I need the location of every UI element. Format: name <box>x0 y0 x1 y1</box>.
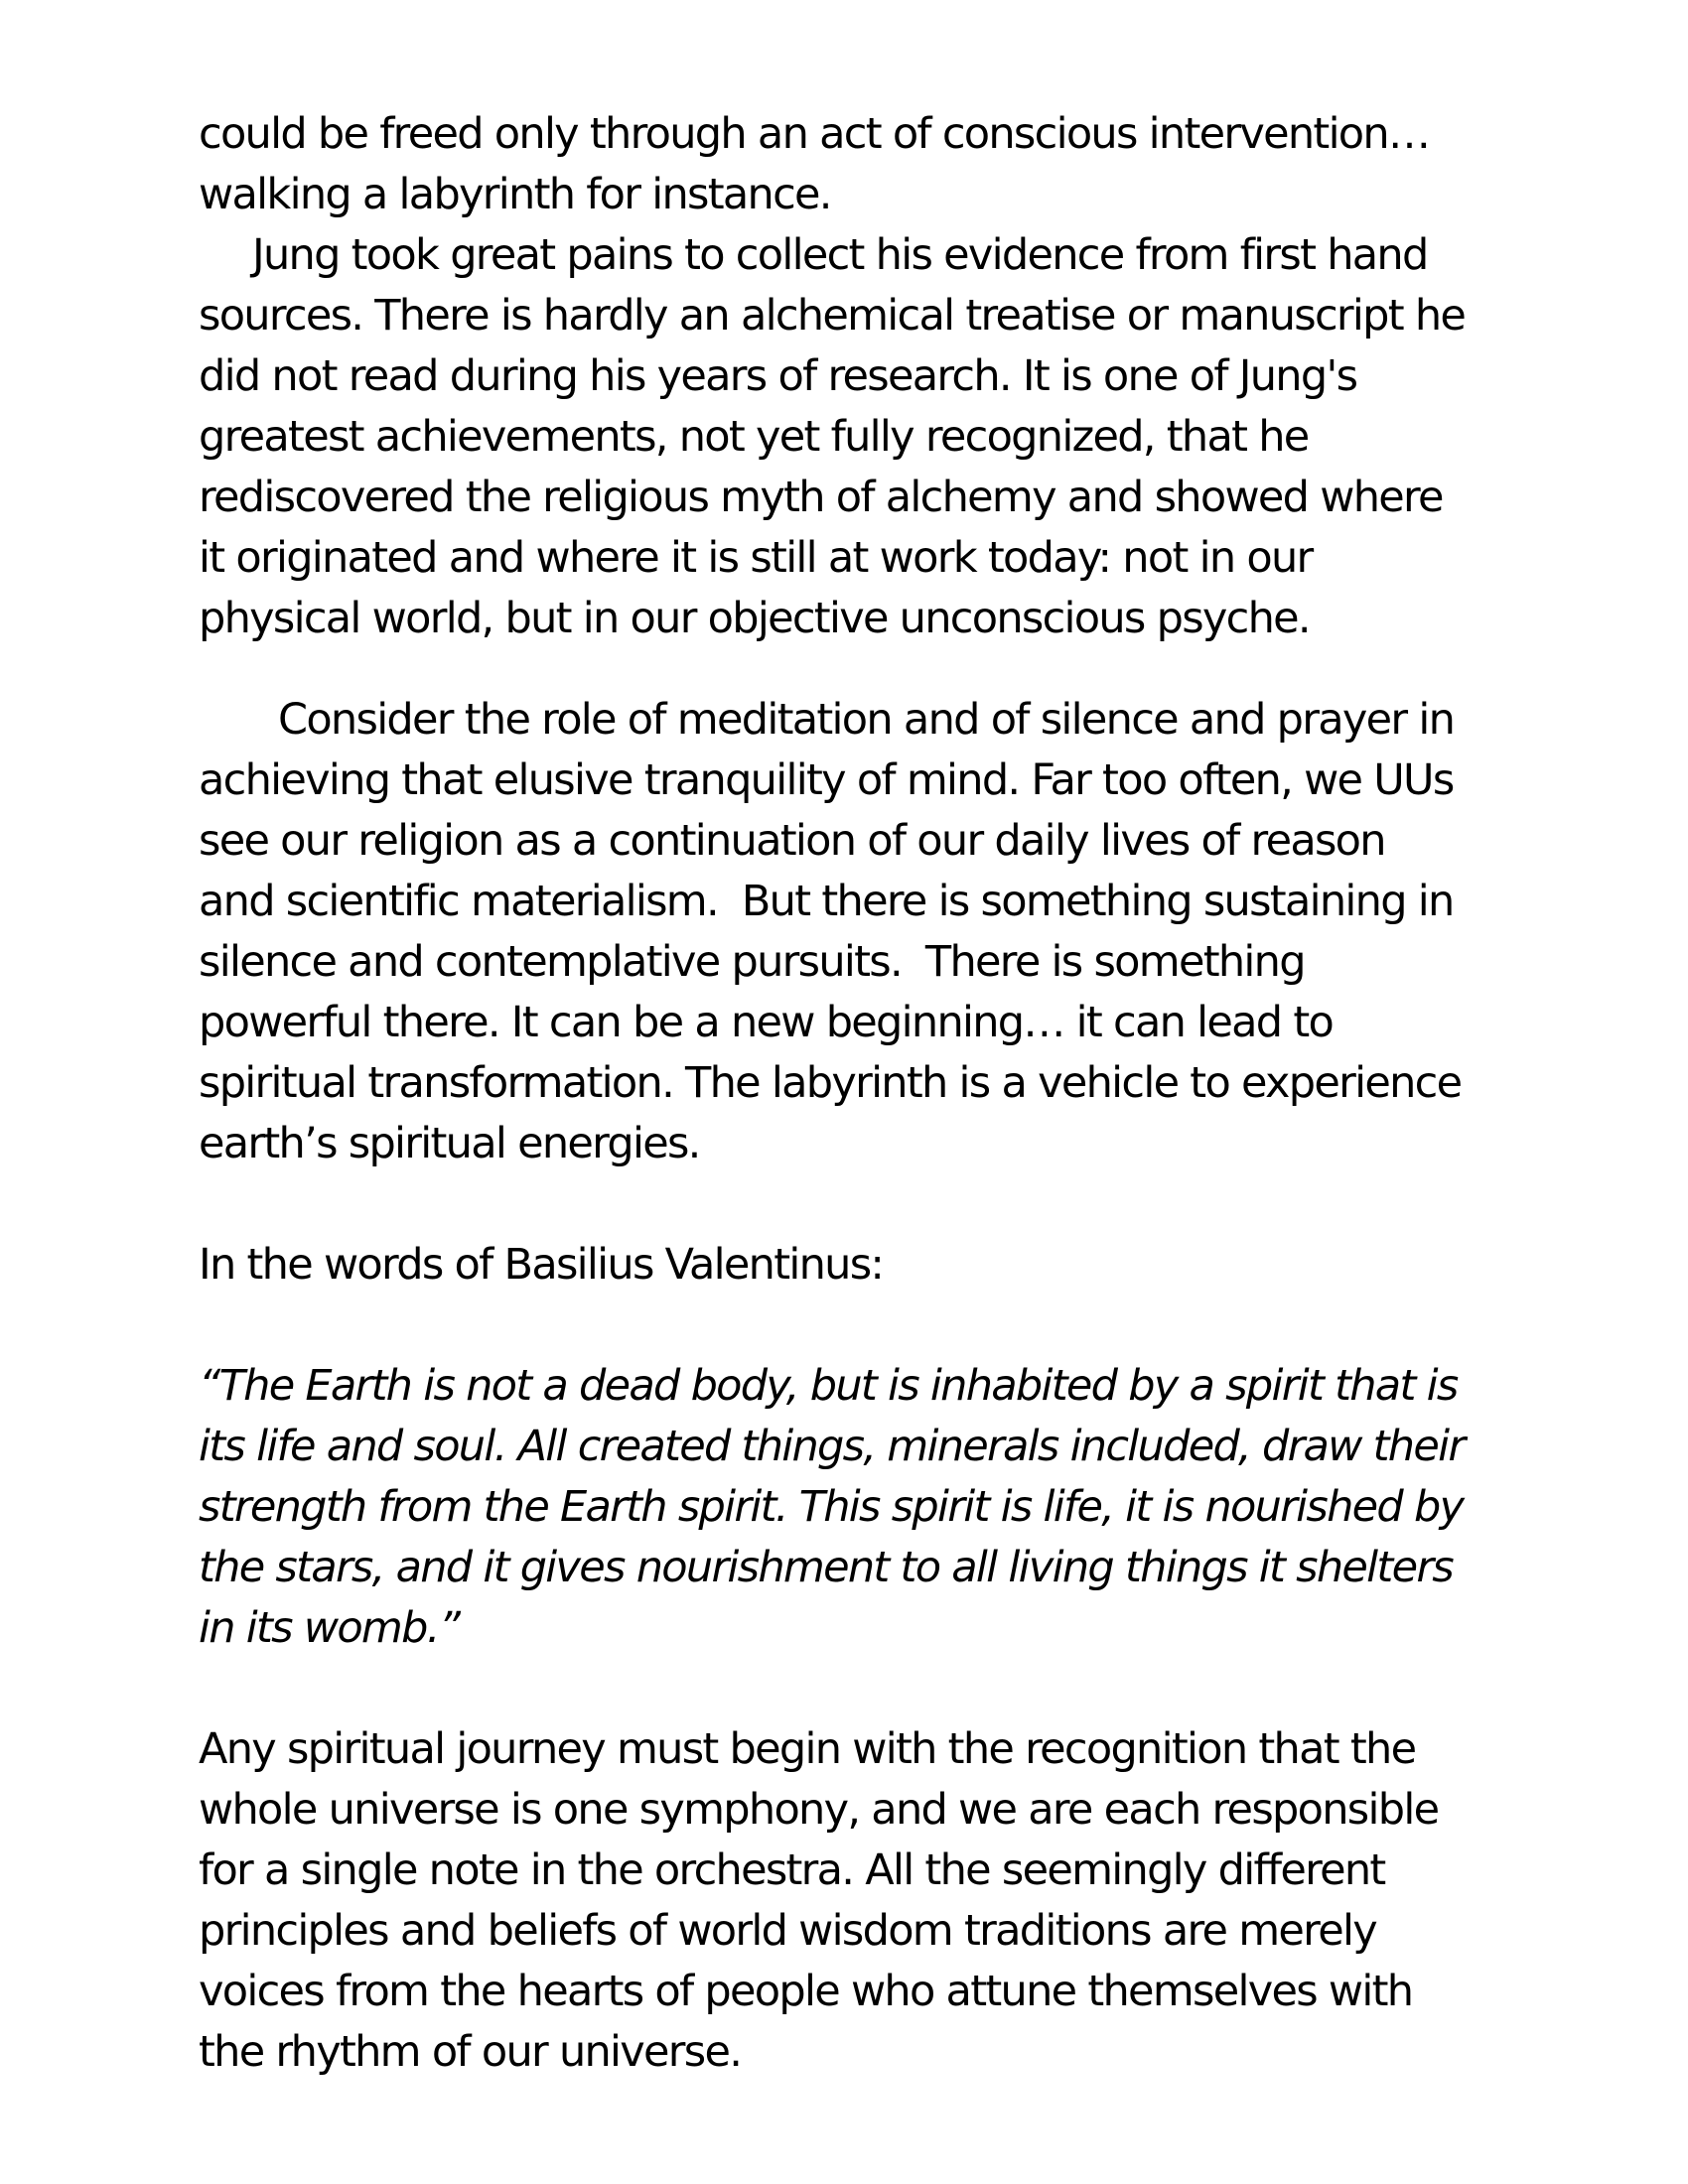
paragraph-spacer <box>199 649 1509 690</box>
text-line: the rhythm of our universe. <box>199 2027 742 2077</box>
text-line: silence and contemplative pursuits. There is something <box>199 937 1305 987</box>
text-line: powerful there. It can be a new beginning… it can lead to <box>199 998 1334 1047</box>
paragraph-spacer <box>199 1296 1509 1356</box>
text-line: it originated and where it is still at work today: not in our <box>199 533 1313 583</box>
paragraph-quote-intro <box>199 1235 1509 1296</box>
text-line: Any spiritual journey must begin with the recognition that the <box>199 1724 1416 1774</box>
text-line: “The Earth is not a dead body, but is inhabited by a spirit that is <box>199 1361 1458 1411</box>
text-line: earth’s spiritual energies. <box>199 1119 700 1168</box>
text-line: the stars, and it gives nourishment to all living things it shelters <box>199 1543 1454 1592</box>
text-line: whole universe is one symphony, and we are each responsible <box>199 1785 1439 1835</box>
text-line: Consider the role of meditation and of silence and prayer in <box>278 695 1455 745</box>
paragraph-continuation <box>199 104 1509 225</box>
text-line: In the words of Basilius Valentinus: <box>199 1240 884 1290</box>
text-line: rediscovered the religious myth of alchemy and showed where <box>199 473 1443 522</box>
text-line: walking a labyrinth for instance. <box>199 170 831 219</box>
text-line: see our religion as a continuation of our daily lives of reason <box>199 816 1385 866</box>
text-line: principles and beliefs of world wisdom traditions are merely <box>199 1906 1376 1956</box>
paragraph-spacer <box>199 1174 1509 1235</box>
paragraph-jung <box>199 225 1509 649</box>
text-line: strength from the Earth spirit. This spirit is life, it is nourished by <box>199 1482 1464 1532</box>
text-line: voices from the hearts of people who attune themselves with <box>199 1967 1413 2016</box>
paragraph-spiritual-journey <box>199 1719 1509 2083</box>
text-line: Jung took great pains to collect his evidence from first hand <box>252 230 1428 280</box>
text-line: physical world, but in our objective unconscious psyche. <box>199 594 1310 643</box>
body-text <box>199 104 1509 2083</box>
paragraph-quote <box>199 1356 1509 1659</box>
text-line: spiritual transformation. The labyrinth is a vehicle to experience <box>199 1058 1462 1108</box>
text-line: sources. There is hardly an alchemical treatise or manuscript he <box>199 291 1466 341</box>
paragraph-meditation <box>199 690 1509 1174</box>
text-line: in its womb.” <box>199 1603 460 1653</box>
text-line: did not read during his years of research. It is one of Jung's <box>199 351 1357 401</box>
text-line: for a single note in the orchestra. All the seemingly different <box>199 1845 1385 1895</box>
text-line: achieving that elusive tranquility of mind. Far too often, we UUs <box>199 755 1454 805</box>
text-line: its life and soul. All created things, minerals included, draw their <box>199 1422 1465 1471</box>
text-line: could be freed only through an act of conscious intervention… <box>199 109 1430 159</box>
text-line: greatest achievements, not yet fully recognized, that he <box>199 412 1309 462</box>
paragraph-spacer <box>199 1659 1509 1719</box>
text-line: and scientific materialism. But there is something sustaining in <box>199 877 1454 926</box>
